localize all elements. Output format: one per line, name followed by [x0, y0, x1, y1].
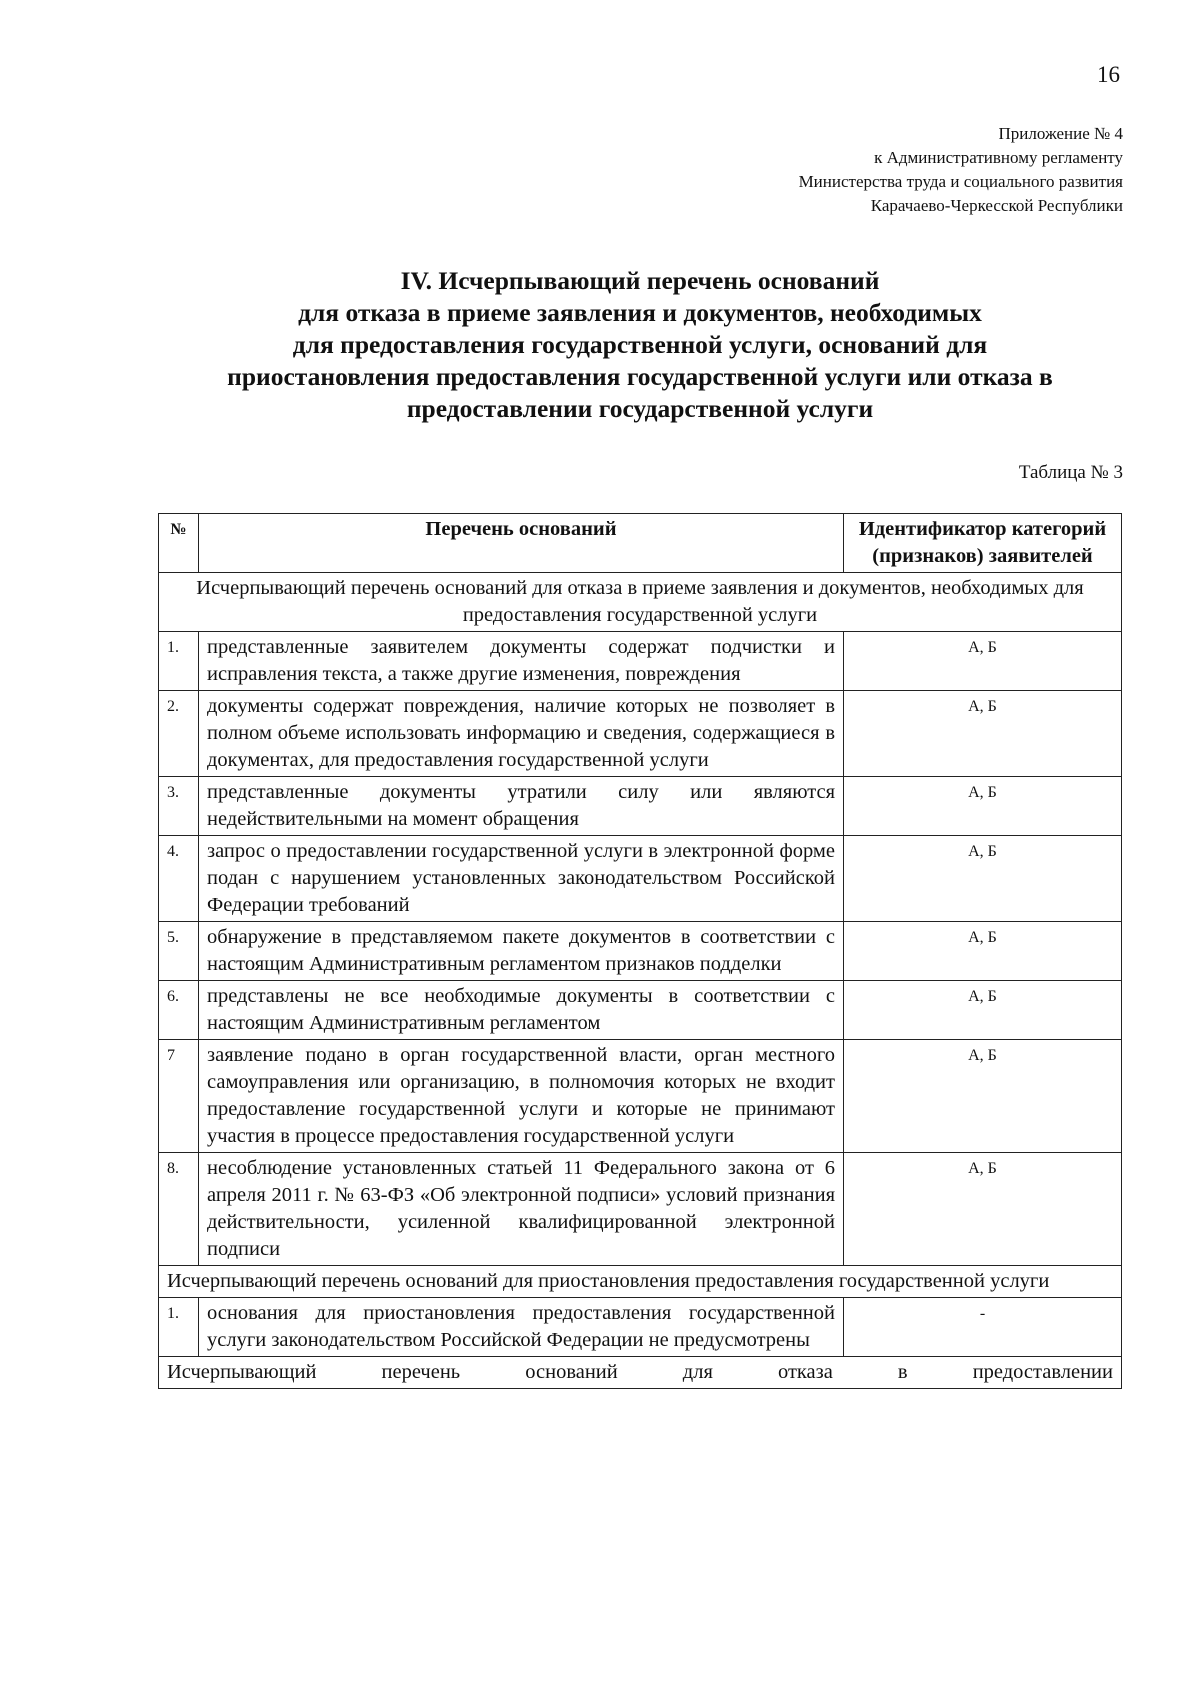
section-title [165, 265, 1115, 425]
row-identifier: А, Б [844, 632, 1122, 691]
row-reason: заявление подано в орган государственной власти, орган местного самоуправления или организацию, в полномочия которых не входит предоставление государственной услуги и которые не принимают участия в процессе предоставления государственной услуги [199, 1040, 844, 1153]
row-identifier: А, Б [844, 922, 1122, 981]
row-reason: документы содержат повреждения, наличие которых не позволяет в полном объеме использовать информацию и сведения, содержащиеся в документах, для предоставления государственной услуги [199, 691, 844, 777]
row-identifier: А, Б [844, 691, 1122, 777]
section-heading: Исчерпывающий перечень оснований для отказа в предоставлении [159, 1357, 1122, 1389]
row-identifier: А, Б [844, 1153, 1122, 1266]
title-line: IV. Исчерпывающий перечень оснований [400, 266, 880, 295]
row-identifier: А, Б [844, 836, 1122, 922]
header-identifier: Идентификатор категорий (признаков) заявителей [844, 514, 1122, 573]
title-line: предоставлении государственной услуги [406, 394, 874, 423]
title-line: для отказа в приеме заявления и документов, необходимых [298, 298, 982, 327]
table-row [159, 632, 1122, 691]
header-num: № [159, 514, 199, 573]
title-line: для предоставления государственной услуги, оснований для [292, 330, 988, 359]
title-line: приостановления предоставления государственной услуги или отказа в [227, 362, 1053, 391]
table-row [159, 1298, 1122, 1357]
table-row [159, 691, 1122, 777]
row-reason: обнаружение в представляемом пакете документов в соответствии с настоящим Административным регламентом признаков подделки [199, 922, 844, 981]
section-row [159, 573, 1122, 632]
row-number: 2. [159, 691, 199, 777]
appendix-note [523, 122, 1123, 218]
appendix-line: к Административному регламенту [874, 148, 1123, 167]
row-reason: представлены не все необходимые документы в соответствии с настоящим Административным регламентом [199, 981, 844, 1040]
row-identifier: А, Б [844, 981, 1122, 1040]
row-identifier: А, Б [844, 777, 1122, 836]
row-number: 1. [159, 632, 199, 691]
row-number: 8. [159, 1153, 199, 1266]
row-identifier: - [844, 1298, 1122, 1357]
row-number: 1. [159, 1298, 199, 1357]
table-row [159, 981, 1122, 1040]
appendix-line: Министерства труда и социального развития [798, 172, 1123, 191]
table-header-row [159, 514, 1122, 573]
row-reason: основания для приостановления предоставления государственной услуги законодательством Российской Федерации не предусмотрены [199, 1298, 844, 1357]
reasons-table [158, 513, 1122, 1389]
row-number: 5. [159, 922, 199, 981]
row-reason: представленные документы утратили силу или являются недействительными на момент обращения [199, 777, 844, 836]
section-row [159, 1266, 1122, 1298]
row-identifier: А, Б [844, 1040, 1122, 1153]
section-heading: Исчерпывающий перечень оснований для отказа в приеме заявления и документов, необходимых для предоставления государственной услуги [159, 573, 1122, 632]
row-number: 3. [159, 777, 199, 836]
appendix-line: Приложение № 4 [998, 124, 1123, 143]
page-number: 16 [1097, 62, 1120, 87]
table-row [159, 777, 1122, 836]
row-number: 7 [159, 1040, 199, 1153]
table-row [159, 1153, 1122, 1266]
row-reason: запрос о предоставлении государственной услуги в электронной форме подан с нарушением установленных законодательством Российской Федерации требований [199, 836, 844, 922]
row-reason: представленные заявителем документы содержат подчистки и исправления текста, а также другие изменения, повреждения [199, 632, 844, 691]
header-reasons: Перечень оснований [199, 514, 844, 573]
table-row [159, 1040, 1122, 1153]
appendix-line: Карачаево-Черкесской Республики [870, 196, 1123, 215]
row-number: 6. [159, 981, 199, 1040]
row-number: 4. [159, 836, 199, 922]
table-row [159, 922, 1122, 981]
row-reason: несоблюдение установленных статьей 11 Федерального закона от 6 апреля 2011 г. № 63-ФЗ «Об электронной подписи» условий признания действительности, усиленной квалифицированной электронной подписи [199, 1153, 844, 1266]
table-row [159, 836, 1122, 922]
table-caption: Таблица № 3 [1018, 462, 1123, 483]
section-heading: Исчерпывающий перечень оснований для приостановления предоставления государственной услуги [159, 1266, 1122, 1298]
section-row [159, 1357, 1122, 1389]
